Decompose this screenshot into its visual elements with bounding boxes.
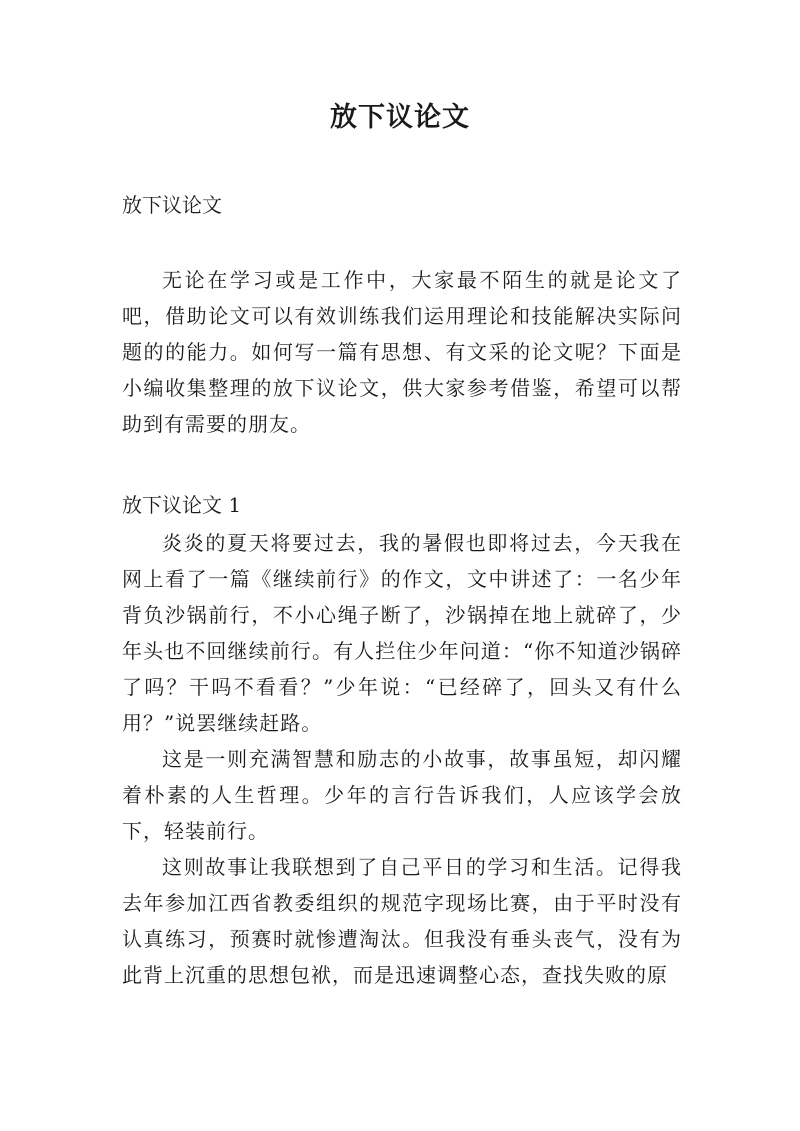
- body-paragraph: 这是一则充满智慧和励志的小故事，故事虽短，却闪耀着朴素的人生哲理。少年的言行告诉我们，人应该学会放下，轻装前行。: [122, 747, 682, 843]
- intro-paragraph: 无论在学习或是工作中，大家最不陌生的就是论文了吧，借助论文可以有效训练我们运用理论和技能解决实际问题的的能力。如何写一篇有思想、有文采的论文呢？下面是小编收集整理的放下议论文，供大家参考借鉴，希望可以帮助到有需要的朋友。: [122, 268, 682, 436]
- document-subtitle: 放下议论文: [122, 193, 222, 217]
- body-paragraph: 这则故事让我联想到了自己平日的学习和生活。记得我去年参加江西省教委组织的规范字现场比赛，由于平时没有认真练习，预赛时就惨遭淘汰。但我没有垂头丧气，没有为此背上沉重的思想包袱，而是迅速调整心态，查找失败的原: [122, 855, 682, 987]
- body-paragraph: 炎炎的夏天将要过去，我的暑假也即将过去，今天我在网上看了一篇《继续前行》的作文，文中讲述了：一名少年背负沙锅前行，不小心绳子断了，沙锅掉在地上就碎了，少年头也不回继续前行。有人拦住少年问道：“你不知道沙锅碎了吗？干吗不看看？”少年说：“已经碎了，回头又有什么用？”说罢继续赶路。: [122, 531, 682, 735]
- document-title: 放下议论文: [330, 102, 470, 133]
- section-heading: 放下议论文 1: [122, 493, 242, 517]
